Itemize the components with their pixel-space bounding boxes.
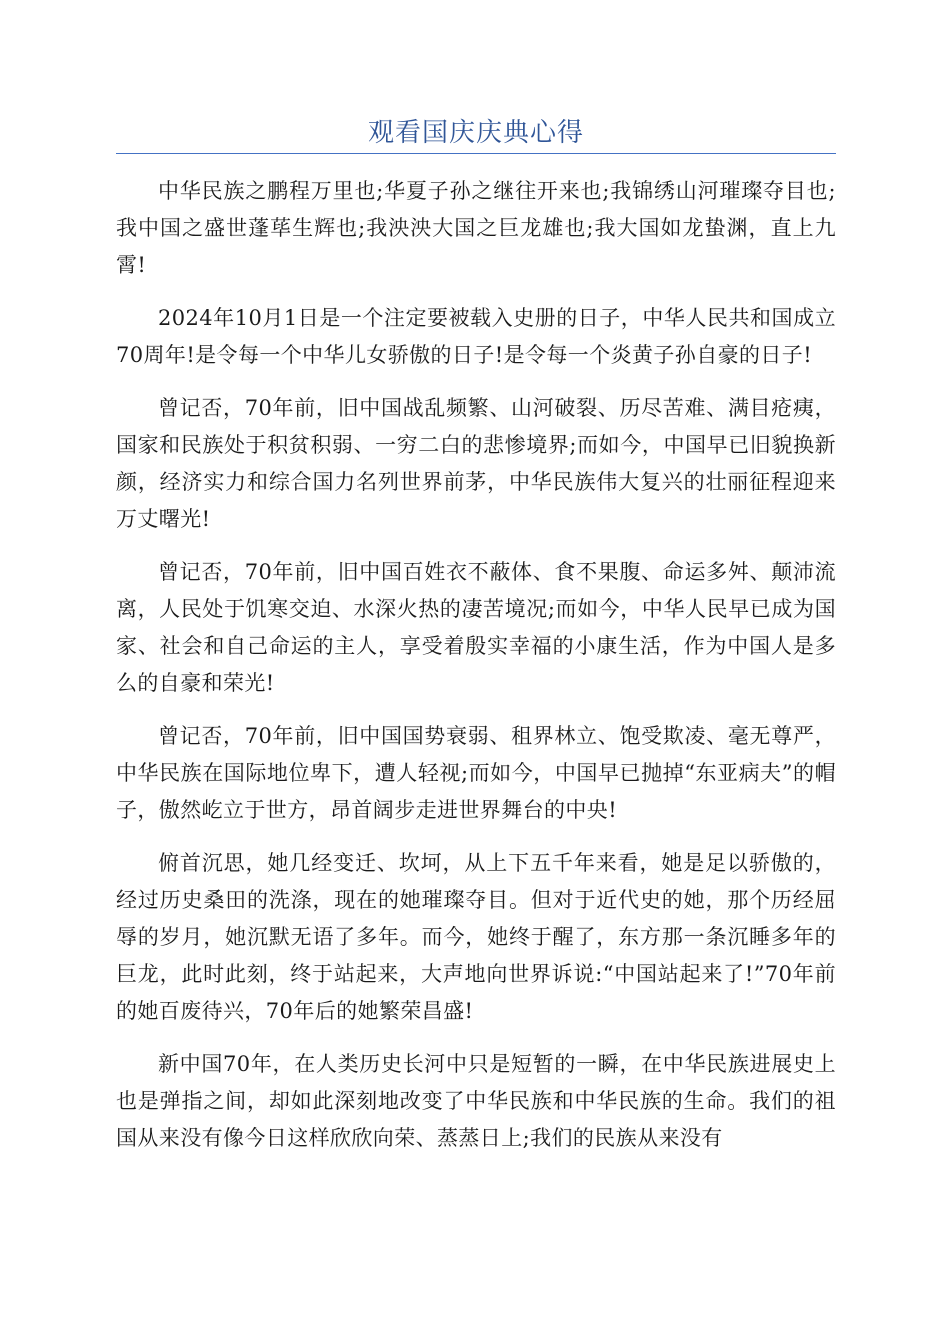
document-title: 观看国庆庆典心得 <box>367 118 584 148</box>
paragraph-4: 曾记否，70年前，旧中国百姓衣不蔽体、食不果腹、命运多舛、颠沛流离，人民处于饥寒交迫、水深火热的凄苦境况;而如今，中华人民早已成为国家、社会和自己命运的主人，享受着殷实幸福的小康生活，作为中国人是多么的自豪和荣光! <box>116 560 836 695</box>
paragraph-3: 曾记否，70年前，旧中国战乱频繁、山河破裂、历尽苦难、满目疮痍，国家和民族处于积贫积弱、一穷二白的悲惨境界;而如今，中国早已旧貌换新颜，经济实力和综合国力名列世界前茅，中华民族伟大复兴的壮丽征程迎来万丈曙光! <box>116 396 836 531</box>
paragraph-7: 新中国70年，在人类历史长河中只是短暂的一瞬，在中华民族进展史上也是弹指之间，却如此深刻地改变了中华民族和中华民族的生命。我们的祖国从来没有像今日这样欣欣向荣、蒸蒸日上;我们的民族从来没有 <box>116 1052 836 1150</box>
paragraph-1: 中华民族之鹏程万里也;华夏子孙之继往开来也;我锦绣山河璀璨夺目也;我中国之盛世蓬荜生辉也;我泱泱大国之巨龙雄也;我大国如龙蛰渊，直上九霄! <box>116 179 836 277</box>
paragraph-5: 曾记否，70年前，旧中国国势衰弱、租界林立、饱受欺凌、毫无尊严，中华民族在国际地位卑下，遭人轻视;而如今，中国早已抛掉“东亚病夫”的帽子，傲然屹立于世方，昂首阔步走进世界舞台的中央! <box>116 724 836 822</box>
paragraph-6: 俯首沉思，她几经变迁、坎坷，从上下五千年来看，她是足以骄傲的，经过历史桑田的洗涤，现在的她璀璨夺目。但对于近代史的她，那个历经屈辱的岁月，她沉默无语了多年。而今，她终于醒了，东方那一条沉睡多年的巨龙，此时此刻，终于站起来，大声地向世界诉说:“中国站起来了!”70年前的她百废待兴，70年后的她繁荣昌盛! <box>116 851 836 1023</box>
document-body <box>116 173 836 1173</box>
title-underline <box>116 153 836 154</box>
paragraph-2: 2024年10月1日是一个注定要被载入史册的日子，中华人民共和国成立70周年!是令每一个中华儿女骄傲的日子!是令每一个炎黄子孙自豪的日子! <box>116 306 836 367</box>
